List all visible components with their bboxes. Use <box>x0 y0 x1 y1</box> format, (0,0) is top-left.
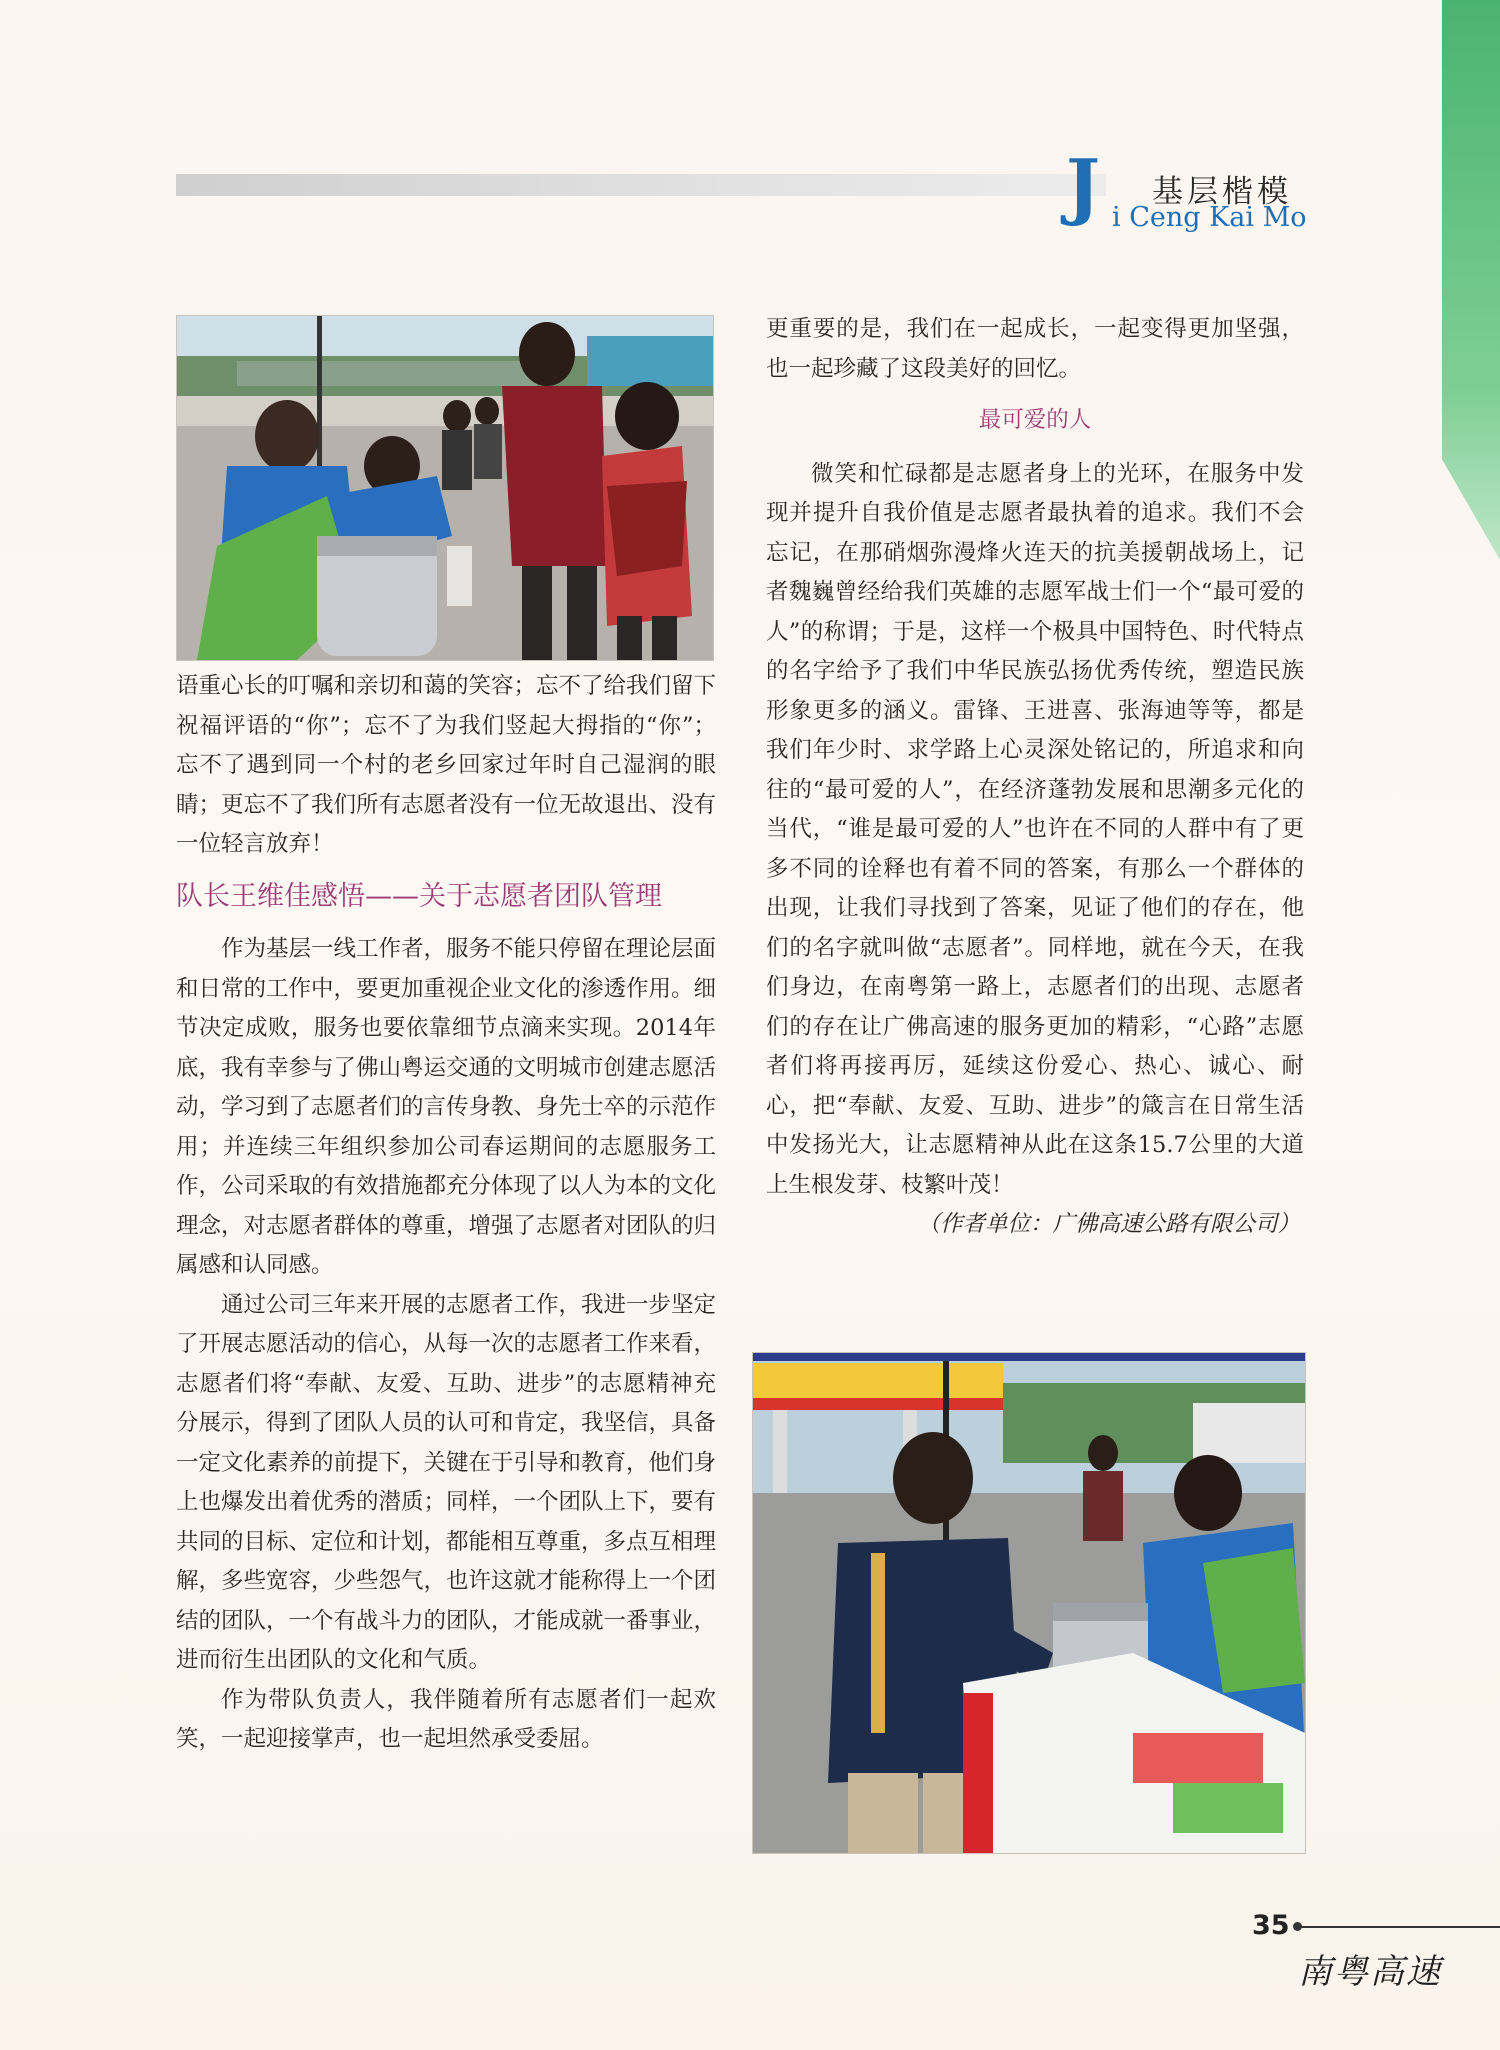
section-heading-most-lovable: 最可爱的人 <box>978 407 1092 433</box>
right-paragraph-2: 微笑和忙碌都是志愿者身上的光环，在服务中发现并提升自我价值是志愿者最执着的追求。我们不会忘记，在那硝烟弥漫烽火连天的抗美援朝战场上，记者魏巍曾经给我们英雄的志愿军战士们一个“最可爱的人”的称谓；于是，这样一个极具中国特色、时代特点的名字给予了我们中华民族弘扬优秀传统，塑造民族形象更多的涵义。雷锋、王进喜、张海迪等等，都是我们年少时、求学路上心灵深处铭记的，所追求和向往的“最可爱的人”，在经济蓬勃发展和思潮多元化的当代，“谁是最可爱的人”也许在不同的人群中有了更多不同的诠释也有着不同的答案，有那么一个群体的出现，让我们寻找到了答案，见证了他们的存在，他们的名字就叫做“志愿者”。同样地，就在今天，在我们身边，在南粤第一路上，志愿者们的出现、志愿者们的存在让广佛高速的服务更加的精彩，“心路”志愿者们将再接再厉，延续这份爱心、热心、诚心、耐心，把“奉献、友爱、互助、进步”的箴言在日常生活中发扬光大，让志愿精神从此在这条15.7公里的大道上生根发芽、枝繁叶茂！ <box>766 460 1304 1198</box>
page-number-rule <box>1296 1926 1500 1928</box>
volunteer-photo-top <box>176 315 714 661</box>
section-heading-team-management: 队长王维佳感悟——关于志愿者团队管理 <box>176 880 662 912</box>
left-paragraph-1: 语重心长的叮嘱和亲切和蔼的笑容；忘不了给我们留下祝福评语的“你”；忘不了为我们竖起大拇指的“你”；忘不了遇到同一个村的老乡回家过年时自己湿润的眼睛；更忘不了我们所有志愿者没有一位无故退出、没有一位轻言放弃！ <box>176 673 717 857</box>
page-number: 35 <box>1252 1910 1290 1941</box>
volunteer-photo-bottom <box>752 1352 1306 1854</box>
left-paragraph-3: 通过公司三年来开展的志愿者工作，我进一步坚定了开展志愿活动的信心，从每一次的志愿者工作来看，志愿者们将“奉献、友爱、互助、进步”的志愿精神充分展示，得到了团队人员的认可和肯定，我坚信，具备一定文化素养的前提下，关键在于引导和教育，他们身上也爆发出着优秀的潜质；同样，一个团队上下，要有共同的目标、定位和计划，都能相互尊重，多点互相理解，多些宽容，少些怨气，也许这就才能称得上一个团结的团队，一个有战斗力的团队，才能成就一番事业，进而衍生出团队的文化和气质。 <box>176 1291 717 1673</box>
left-paragraph-4: 作为带队负责人，我伴随着所有志愿者们一起欢笑，一起迎接掌声，也一起坦然承受委屈。 <box>176 1686 716 1752</box>
left-paragraph-2: 作为基层一线工作者，服务不能只停留在理论层面和日常的工作中，要更加重视企业文化的渗透作用。细节决定成败，服务也要依靠细节点滴来实现。2014年底，我有幸参与了佛山粤运交通的文明城市创建志愿活动，学习到了志愿者们的言传身教、身先士卒的示范作用；并连续三年组织参加公司春运期间的志愿服务工作，公司采取的有效措施都充分体现了以人为本的文化理念，对志愿者群体的尊重，增强了志愿者对团队的归属感和认同感。 <box>176 936 717 1278</box>
section-subtitle: i Ceng Kai Mo <box>1112 202 1307 233</box>
right-paragraph-1: 更重要的是，我们在一起成长，一起变得更加坚强，也一起珍藏了这段美好的回忆。 <box>766 316 1304 382</box>
section-title: 基层楷模 <box>1152 174 1292 210</box>
right-column <box>766 310 1304 1245</box>
left-column <box>176 667 716 1760</box>
author-byline: （作者单位：广佛高速公路有限公司） <box>917 1211 1300 1237</box>
section-color-tab <box>1442 0 1500 560</box>
header-bar <box>176 174 1106 196</box>
magazine-logo: 南粤高速 <box>1298 1952 1442 1992</box>
section-logo-letter: J <box>1066 143 1101 228</box>
